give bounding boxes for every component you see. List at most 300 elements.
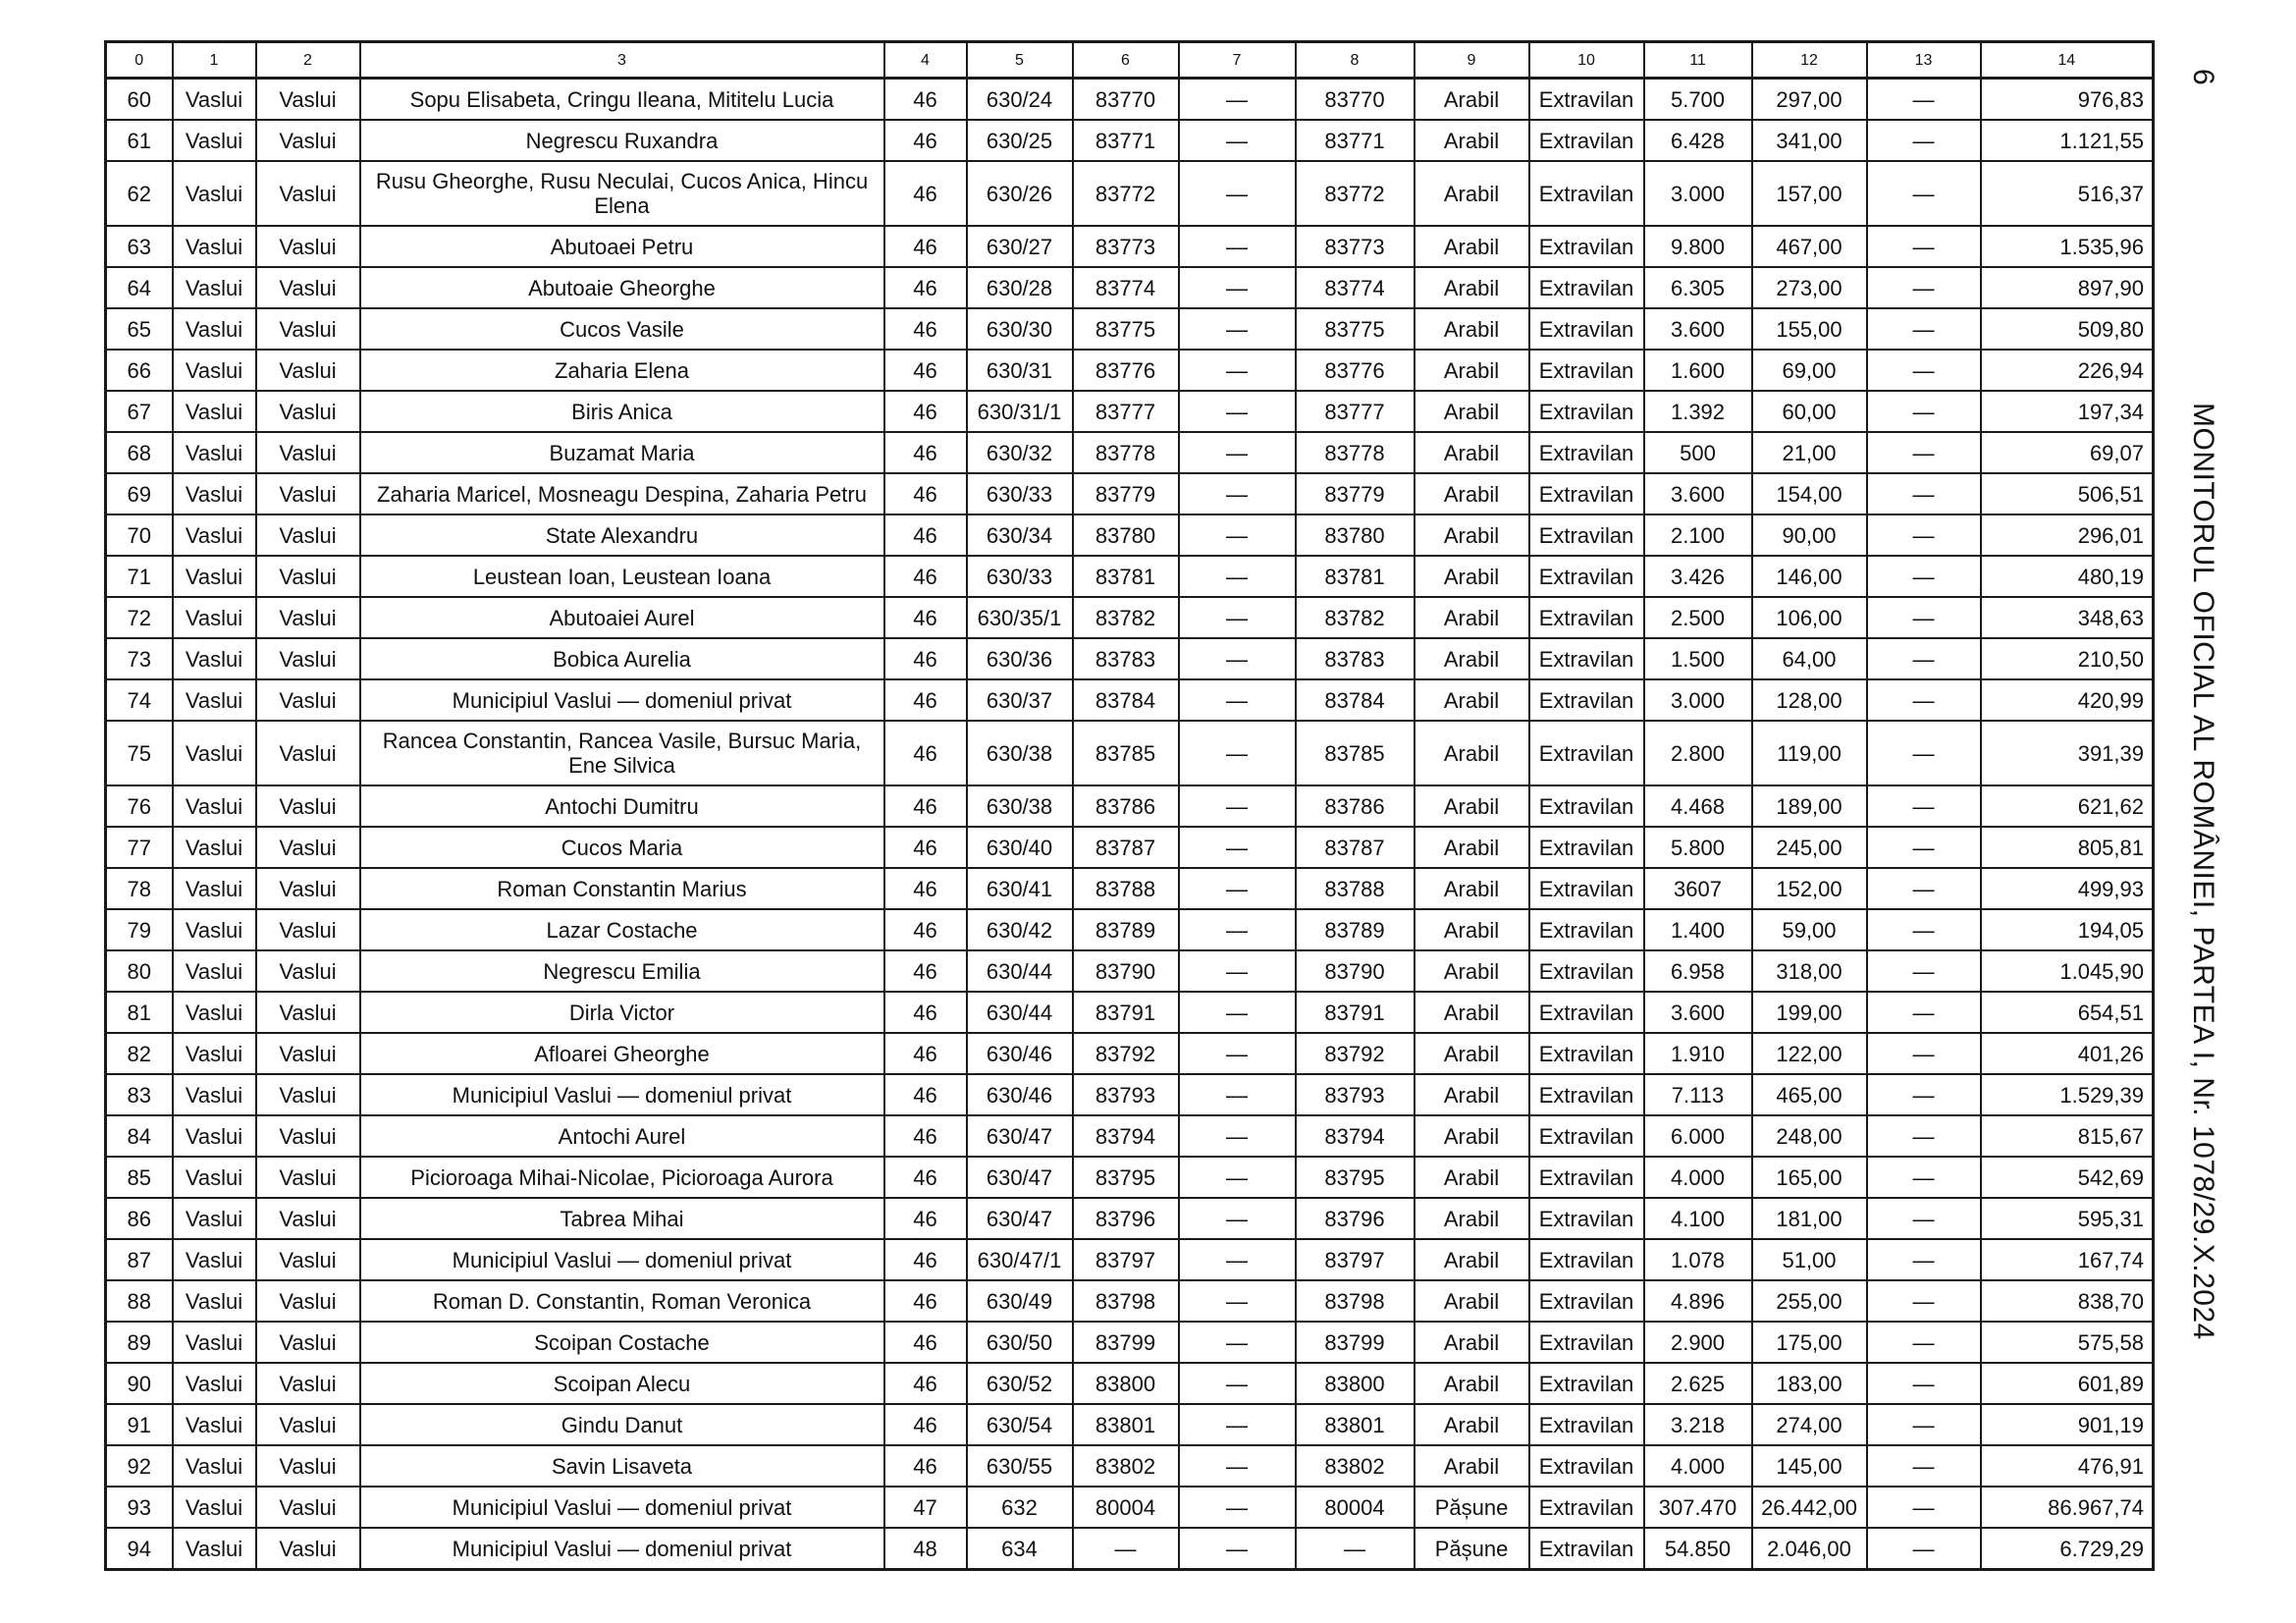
table-cell: Pășune [1415,1487,1529,1528]
table-cell: 1.500 [1644,638,1752,679]
table-cell: — [1179,79,1296,121]
table-cell: — [1179,1033,1296,1074]
table-cell: 82 [106,1033,173,1074]
table-cell: Extravilan [1529,1404,1644,1445]
table-cell: 480,19 [1981,556,2154,597]
table-cell: 90,00 [1752,514,1867,556]
table-cell: 167,74 [1981,1239,2154,1280]
table-cell: Vaslui [256,597,360,638]
table-cell: Vaslui [256,1445,360,1487]
table-cell: 5.700 [1644,79,1752,121]
table-cell: 146,00 [1752,556,1867,597]
table-cell: 420,99 [1981,679,2154,721]
column-header-5: 5 [967,42,1073,79]
table-cell: 465,00 [1752,1074,1867,1115]
table-cell: Vaslui [173,1157,256,1198]
table-cell: 630/33 [967,556,1073,597]
table-row [106,514,2154,556]
table-cell: Extravilan [1529,267,1644,308]
table-cell: 154,00 [1752,473,1867,514]
table-cell: 5.800 [1644,827,1752,868]
table-cell: 83793 [1296,1074,1415,1115]
table-cell: Rusu Gheorghe, Rusu Neculai, Cucos Anica, Hincu Elena [360,161,884,226]
table-cell: Municipiul Vaslui — domeniul privat [360,679,884,721]
table-cell: Vaslui [173,350,256,391]
table-cell: 59,00 [1752,909,1867,950]
table-cell: Negrescu Ruxandra [360,120,884,161]
table-cell: 46 [884,827,967,868]
table-cell: 83791 [1296,992,1415,1033]
table-cell: — [1867,473,1981,514]
table-cell: 67 [106,391,173,432]
table-cell: — [1867,909,1981,950]
table-cell: 273,00 [1752,267,1867,308]
table-cell: 630/24 [967,79,1073,121]
table-cell: 64 [106,267,173,308]
table-row [106,350,2154,391]
table-cell: 630/44 [967,950,1073,992]
table-cell: 630/32 [967,432,1073,473]
table-cell: Antochi Dumitru [360,785,884,827]
table-cell: 83779 [1073,473,1179,514]
table-cell: 83772 [1296,161,1415,226]
table-cell: — [1179,992,1296,1033]
table-cell: Vaslui [256,1363,360,1404]
table-cell: 92 [106,1445,173,1487]
table-cell: — [1179,350,1296,391]
table-cell: 152,00 [1752,868,1867,909]
table-cell: 87 [106,1239,173,1280]
table-cell: Extravilan [1529,1033,1644,1074]
table-cell: Vaslui [173,1404,256,1445]
table-cell: 68 [106,432,173,473]
table-cell: Arabil [1415,992,1529,1033]
table-cell: 83789 [1296,909,1415,950]
table-cell: 2.625 [1644,1363,1752,1404]
table-cell: Extravilan [1529,1239,1644,1280]
table-cell: Vaslui [256,1239,360,1280]
table-cell: 83779 [1296,473,1415,514]
header-row [106,42,2154,79]
table-cell: 6.428 [1644,120,1752,161]
column-header-8: 8 [1296,42,1415,79]
table-cell: Extravilan [1529,1363,1644,1404]
table-cell: 83780 [1296,514,1415,556]
table-cell: Extravilan [1529,79,1644,121]
table-cell: 1.392 [1644,391,1752,432]
table-cell: Vaslui [173,1198,256,1239]
table-row [106,161,2154,226]
table-cell: — [1179,514,1296,556]
table-cell: Extravilan [1529,638,1644,679]
table-row [106,597,2154,638]
table-cell: 2.900 [1644,1322,1752,1363]
column-header-1: 1 [173,42,256,79]
table-cell: — [1867,226,1981,267]
table-cell: Vaslui [256,868,360,909]
table-row [106,1322,2154,1363]
table-cell: Biris Anica [360,391,884,432]
table-cell: 90 [106,1363,173,1404]
table-cell: — [1179,308,1296,350]
table-cell: Vaslui [256,1404,360,1445]
table-cell: 80 [106,950,173,992]
table-cell: 630/50 [967,1322,1073,1363]
table-cell: Vaslui [173,514,256,556]
table-cell: — [1867,1074,1981,1115]
table-cell: Vaslui [256,556,360,597]
table-cell: 630/46 [967,1033,1073,1074]
table-cell: Arabil [1415,1157,1529,1198]
table-row [106,473,2154,514]
table-cell: 46 [884,226,967,267]
table-cell: Vaslui [173,1363,256,1404]
table-cell: — [1179,1074,1296,1115]
table-cell: 75 [106,721,173,785]
column-header-6: 6 [1073,42,1179,79]
table-cell: 83776 [1296,350,1415,391]
table-cell: Arabil [1415,1198,1529,1239]
table-row [106,868,2154,909]
table-cell: 83772 [1073,161,1179,226]
table-row [106,308,2154,350]
table-cell: 91 [106,1404,173,1445]
table-row [106,909,2154,950]
table-cell: Rancea Constantin, Rancea Vasile, Bursuc Maria, Ene Silvica [360,721,884,785]
table-cell: 630/38 [967,721,1073,785]
table-cell: 83786 [1073,785,1179,827]
table-cell: Extravilan [1529,1487,1644,1528]
table-row [106,1239,2154,1280]
column-header-13: 13 [1867,42,1981,79]
table-cell: Vaslui [256,638,360,679]
table-cell: 601,89 [1981,1363,2154,1404]
table-cell: Abutoaie Gheorghe [360,267,884,308]
table-cell: 3.600 [1644,308,1752,350]
table-cell: Vaslui [173,992,256,1033]
table-cell: 83783 [1296,638,1415,679]
table-cell: Arabil [1415,721,1529,785]
table-cell: Arabil [1415,638,1529,679]
table-cell: 391,39 [1981,721,2154,785]
table-cell: 83791 [1073,992,1179,1033]
table-cell: Cucos Vasile [360,308,884,350]
table-cell: — [1867,597,1981,638]
table-cell: — [1179,556,1296,597]
table-cell: — [1867,1487,1981,1528]
column-header-10: 10 [1529,42,1644,79]
table-cell: 83775 [1296,308,1415,350]
table-cell: 6.729,29 [1981,1528,2154,1570]
table-cell: 630/49 [967,1280,1073,1322]
table-cell: 194,05 [1981,909,2154,950]
table-cell: 506,51 [1981,473,2154,514]
table-cell: 630/37 [967,679,1073,721]
table-cell: 630/28 [967,267,1073,308]
table-cell: 83790 [1296,950,1415,992]
column-header-11: 11 [1644,42,1752,79]
table-cell: Vaslui [173,432,256,473]
table-cell: — [1179,721,1296,785]
table-cell: 84 [106,1115,173,1157]
table-cell: 83802 [1296,1445,1415,1487]
table-cell: 630/44 [967,992,1073,1033]
table-cell: Vaslui [173,827,256,868]
table-cell: Abutoaiei Aurel [360,597,884,638]
table-cell: 46 [884,1115,967,1157]
table-cell: 83781 [1296,556,1415,597]
table-cell: Extravilan [1529,308,1644,350]
table-cell: 86 [106,1198,173,1239]
table-row [106,785,2154,827]
table-cell: 83785 [1073,721,1179,785]
table-cell: Vaslui [173,161,256,226]
table-row [106,992,2154,1033]
table-cell: 83797 [1073,1239,1179,1280]
table-cell: 1.535,96 [1981,226,2154,267]
table-row [106,432,2154,473]
table-cell: — [1867,161,1981,226]
table-cell: Vaslui [256,1322,360,1363]
table-cell: Vaslui [173,556,256,597]
table-cell: 46 [884,1363,967,1404]
table-cell: — [1179,597,1296,638]
table-cell: 83784 [1073,679,1179,721]
table-cell: Vaslui [256,267,360,308]
table-cell: 83795 [1296,1157,1415,1198]
table-cell: 630/40 [967,827,1073,868]
table-cell: 499,93 [1981,868,2154,909]
table-cell: 46 [884,514,967,556]
table-cell: 630/52 [967,1363,1073,1404]
table-cell: 83787 [1073,827,1179,868]
table-cell: — [1867,267,1981,308]
table-row [106,638,2154,679]
table-cell: — [1179,161,1296,226]
table-cell: — [1867,79,1981,121]
running-header [2173,69,2232,1600]
table-cell: — [1179,785,1296,827]
table-cell: Extravilan [1529,992,1644,1033]
table-cell: — [1867,1280,1981,1322]
table-cell: Leustean Ioan, Leustean Ioana [360,556,884,597]
table-cell: Buzamat Maria [360,432,884,473]
table-cell: — [1179,1115,1296,1157]
table-cell: Vaslui [256,1528,360,1570]
table-cell: — [1867,1033,1981,1074]
table-cell: 46 [884,1157,967,1198]
table-cell: 630/47 [967,1115,1073,1157]
table-cell: Vaslui [173,1528,256,1570]
table-cell: 155,00 [1752,308,1867,350]
table-cell: 83796 [1073,1198,1179,1239]
table-cell: 83771 [1296,120,1415,161]
table-cell: Vaslui [173,721,256,785]
table-cell: 3.600 [1644,473,1752,514]
table-cell: Vaslui [256,909,360,950]
table-cell: 46 [884,1033,967,1074]
table-cell: 500 [1644,432,1752,473]
table-cell: 307.470 [1644,1487,1752,1528]
table-cell: 401,26 [1981,1033,2154,1074]
table-cell: — [1179,120,1296,161]
table-cell: Arabil [1415,556,1529,597]
table-cell: 80004 [1073,1487,1179,1528]
table-cell: Vaslui [256,785,360,827]
table-cell: Arabil [1415,1445,1529,1487]
table-cell: 93 [106,1487,173,1528]
table-cell: Arabil [1415,308,1529,350]
table-cell: 80004 [1296,1487,1415,1528]
table-cell: 48 [884,1528,967,1570]
table-cell: 6.958 [1644,950,1752,992]
table-cell: Arabil [1415,785,1529,827]
table-cell: Vaslui [256,308,360,350]
table-cell: — [1867,432,1981,473]
table-cell: Pășune [1415,1528,1529,1570]
table-cell: 69,07 [1981,432,2154,473]
table-cell: Municipiul Vaslui — domeniul privat [360,1074,884,1115]
table-cell: — [1179,391,1296,432]
table-cell: 46 [884,597,967,638]
table-cell: Municipiul Vaslui — domeniul privat [360,1528,884,1570]
table-cell: 3.000 [1644,679,1752,721]
table-cell: 805,81 [1981,827,2154,868]
table-row [106,1157,2154,1198]
table-cell: Vaslui [256,514,360,556]
table-cell: 83786 [1296,785,1415,827]
table-cell: Extravilan [1529,1198,1644,1239]
table-cell: 1.045,90 [1981,950,2154,992]
table-cell: 46 [884,391,967,432]
table-cell: 83782 [1073,597,1179,638]
table-cell: Vaslui [256,950,360,992]
table-cell: Vaslui [256,350,360,391]
table-cell: 46 [884,556,967,597]
table-cell: 83778 [1296,432,1415,473]
table-cell: Vaslui [173,308,256,350]
table-cell: 838,70 [1981,1280,2154,1322]
table-cell: 73 [106,638,173,679]
page-number: 6 [2187,69,2219,85]
table-cell: Vaslui [173,1322,256,1363]
table-cell: — [1179,1239,1296,1280]
table-cell: State Alexandru [360,514,884,556]
table-cell: Extravilan [1529,679,1644,721]
table-cell: 83790 [1073,950,1179,992]
table-cell: 83787 [1296,827,1415,868]
table-cell: Vaslui [256,1198,360,1239]
table-row [106,1033,2154,1074]
table-cell: 89 [106,1322,173,1363]
table-cell: Picioroaga Mihai-Nicolae, Picioroaga Aurora [360,1157,884,1198]
table-cell: 630/42 [967,909,1073,950]
table-cell: 46 [884,868,967,909]
table-cell: 83778 [1073,432,1179,473]
table-cell: 83785 [1296,721,1415,785]
table-cell: Arabil [1415,597,1529,638]
table-cell: Arabil [1415,432,1529,473]
table-cell: 46 [884,1445,967,1487]
table-cell: 83770 [1073,79,1179,121]
table-cell: 78 [106,868,173,909]
table-cell: Arabil [1415,120,1529,161]
table-cell: Vaslui [256,79,360,121]
table-cell: 46 [884,679,967,721]
table-cell: 297,00 [1752,79,1867,121]
table-cell: 83777 [1296,391,1415,432]
table-cell: Extravilan [1529,556,1644,597]
table-cell: — [1296,1528,1415,1570]
table-cell: 83793 [1073,1074,1179,1115]
table-cell: 630/41 [967,868,1073,909]
table-cell: Vaslui [173,267,256,308]
table-cell: 1.078 [1644,1239,1752,1280]
table-cell: 467,00 [1752,226,1867,267]
table-cell: Vaslui [173,909,256,950]
table-cell: 77 [106,827,173,868]
table-cell: — [1179,432,1296,473]
table-cell: 509,80 [1981,308,2154,350]
table-cell: 83798 [1073,1280,1179,1322]
table-cell: Arabil [1415,909,1529,950]
table-cell: Zaharia Elena [360,350,884,391]
table-cell: Municipiul Vaslui — domeniul privat [360,1239,884,1280]
table-cell: 296,01 [1981,514,2154,556]
table-cell: Arabil [1415,950,1529,992]
table-cell: Arabil [1415,161,1529,226]
table-cell: 46 [884,79,967,121]
table-cell: Vaslui [256,992,360,1033]
table-cell: 632 [967,1487,1073,1528]
table-cell: 69 [106,473,173,514]
table-cell: 46 [884,161,967,226]
table-cell: 46 [884,909,967,950]
table-cell: Extravilan [1529,473,1644,514]
table-cell: — [1867,1157,1981,1198]
table-cell: — [1073,1528,1179,1570]
table-cell: Vaslui [173,785,256,827]
table-cell: 65 [106,308,173,350]
table-cell: 46 [884,1404,967,1445]
table-row [106,267,2154,308]
table-cell: 83 [106,1074,173,1115]
table-cell: 1.600 [1644,350,1752,391]
data-table [104,40,2155,1571]
table-cell: 83784 [1296,679,1415,721]
publication-header: MONITORUL OFICIAL AL ROMÂNIEI, PARTEA I, Nr. 1078/29.X.2024 [2187,403,2219,1340]
table-cell: 66 [106,350,173,391]
table-cell: 51,00 [1752,1239,1867,1280]
column-header-3: 3 [360,42,884,79]
table-cell: Vaslui [173,473,256,514]
table-cell: 476,91 [1981,1445,2154,1487]
table-cell: 3.426 [1644,556,1752,597]
table-cell: — [1867,350,1981,391]
table-cell: Extravilan [1529,432,1644,473]
table-cell: Vaslui [256,1115,360,1157]
table-cell: Extravilan [1529,1280,1644,1322]
table-cell: 83775 [1073,308,1179,350]
table-cell: — [1179,1157,1296,1198]
table-cell: Scoipan Alecu [360,1363,884,1404]
table-cell: Vaslui [173,1115,256,1157]
table-row [106,1363,2154,1404]
table-cell: — [1867,391,1981,432]
table-cell: Extravilan [1529,226,1644,267]
table-cell: 94 [106,1528,173,1570]
table-cell: 83789 [1073,909,1179,950]
